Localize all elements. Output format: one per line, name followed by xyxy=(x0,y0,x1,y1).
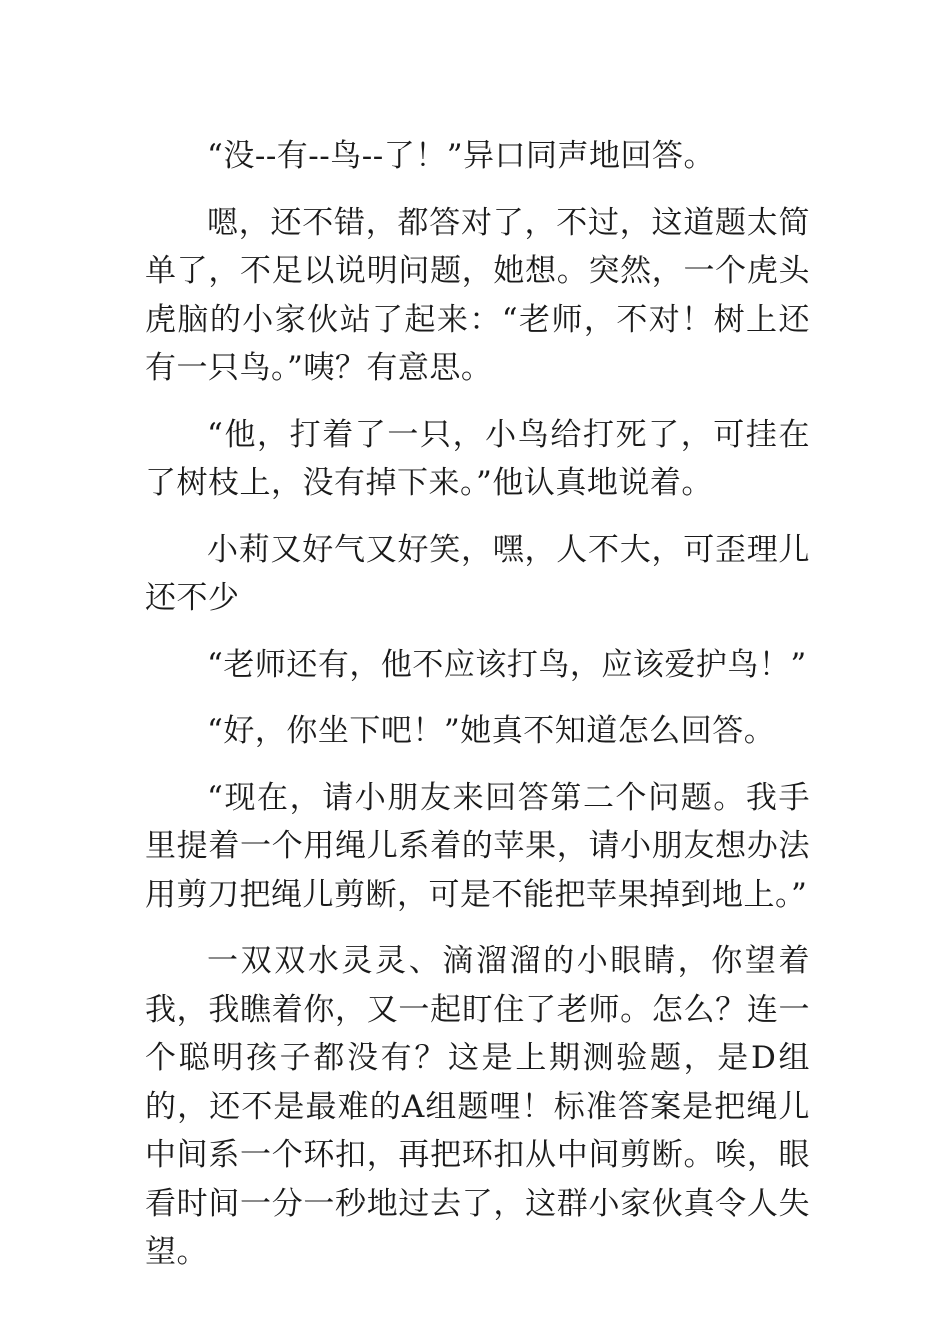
document-page xyxy=(145,132,810,1295)
paragraph: “他，打着了一只，小鸟给打死了，可挂在了树枝上，没有掉下来。”他认真地说着。 xyxy=(145,416,810,501)
paragraph: 一双双水灵灵、滴溜溜的小眼睛，你望着我，我瞧着你，又一起盯住了老师。怎么？连一个聪明孩子都没有？这是上期测验题，是D组的，还不是最难的A组题哩！标准答案是把绳儿中间系一个环扣，再把环扣从中间剪断。唉，眼看时间一分一秒地过去了，这群小家伙真令人失望。 xyxy=(145,943,810,1270)
paragraph: 小莉又好气又好笑，嘿，人不大，可歪理儿还不少 xyxy=(145,531,810,616)
paragraph: “没--有--鸟--了！”异口同声地回答。 xyxy=(207,138,716,174)
paragraph: “好，你坐下吧！”她真不知道怎么回答。 xyxy=(207,713,776,749)
paragraph: “老师还有，他不应该打鸟，应该爱护鸟！” xyxy=(207,646,807,683)
paragraph: 嗯，还不错，都答对了，不过，这道题太简单了，不足以说明问题，她想。突然，一个虎头虎脑的小家伙站了起来：“老师，不对！树上还有一只鸟。”咦？有意思。 xyxy=(145,204,810,386)
paragraph: “现在，请小朋友来回答第二个问题。我手里提着一个用绳儿系着的苹果，请小朋友想办法用剪刀把绳儿剪断，可是不能把苹果掉到地上。” xyxy=(145,779,810,913)
